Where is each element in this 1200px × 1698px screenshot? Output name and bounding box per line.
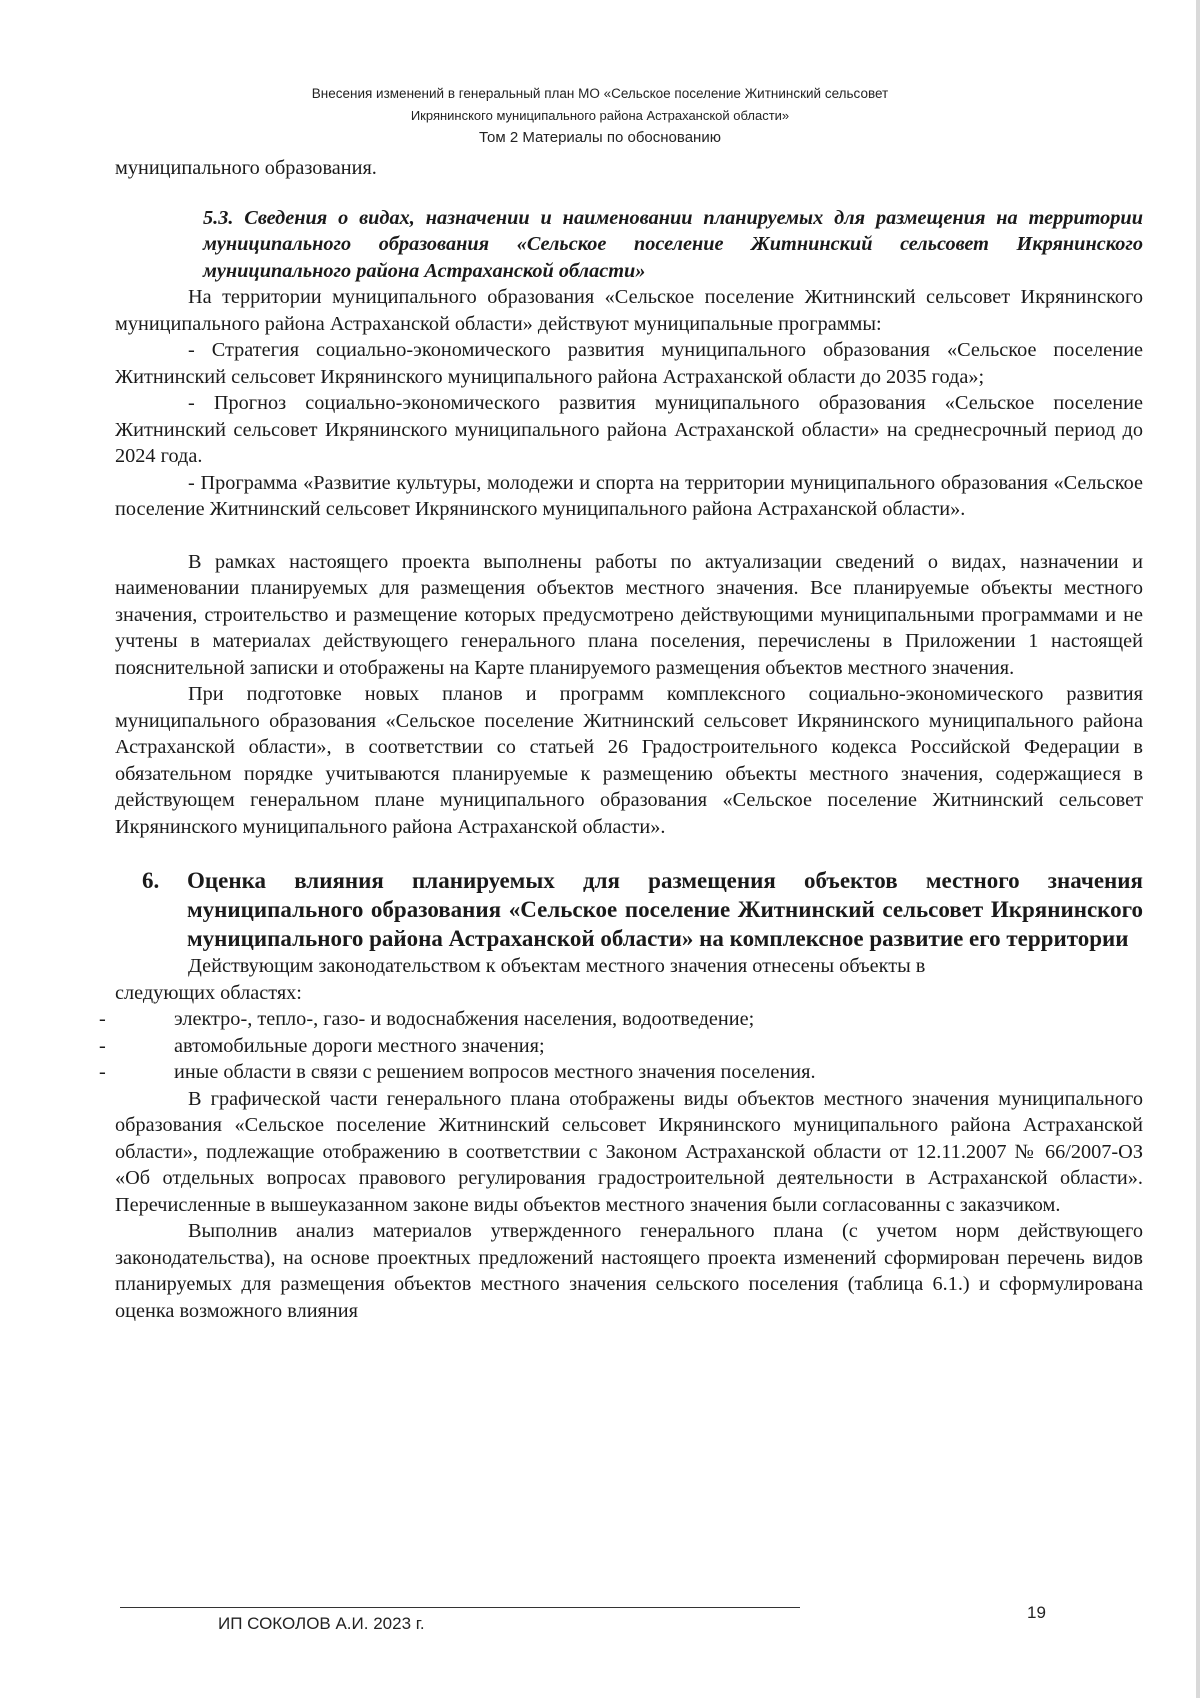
list-item — [99, 1059, 1143, 1086]
program-item-strategy: - Стратегия социально-экономического развития муниципального образования «Сельское поселение Житнинский сельсовет Икрянинского муниципального района Астраханской области до 2035 года»; — [115, 339, 1143, 388]
paragraph-graphic-part: В графической части генерального плана отображены виды объектов местного значения муниципального образования «Сельское поселение Житнинский сельсовет Икрянинского муниципального района Астраханской области», подлежащие отображению в соответствии с Законом Астраханской области от 12.11.2007 № 66/2007-ОЗ «Об отдельных вопросах правового регулирования градостроительной деятельности в Астраханской области». Перечисленные в вышеуказанном законе виды объектов местного значения были согласованны с заказчиком. — [115, 1087, 1143, 1216]
paragraph-new-plans: При подготовке новых планов и программ комплексного социально-экономического развития муниципального образования «Сельское поселение Житнинский сельсовет Икрянинского муниципального района Астраханской области», в соответствии со статьей 26 Градостроительного кодекса Российской Федерации в обязательном порядке учитываются планируемые к размещению объекты местного значения, содержащиеся в действующем генеральном плане муниципального образования «Сельское поселение Житнинский сельсовет Икрянинского муниципального района Астраханской области». — [115, 683, 1143, 838]
document-body — [99, 155, 1143, 1324]
running-header-line-1: Внесения изменений в генеральный план МО «Сельское поселение Житнинский сельсовет — [311, 86, 889, 101]
list-bullet: - — [99, 1034, 106, 1057]
program-item-forecast: - Прогноз социально-экономического развития муниципального образования «Сельское поселение Житнинский сельсовет Икрянинского муниципального района Астраханской области» на среднесрочный период до 2024 года. — [115, 392, 1143, 467]
blank-line — [115, 523, 1143, 549]
program-item-culture: - Программа «Развитие культуры, молодежи и спорта на территории муниципального образования «Сельское поселение Житнинский сельсовет Икрянинского муниципального района Астраханской области». — [115, 471, 1143, 520]
footer-author: ИП СОКОЛОВ А.И. 2023 г. — [218, 1614, 425, 1633]
paragraph-analysis: Выполнив анализ материалов утвержденного генерального плана (с учетом норм действующего законодательства), на основе проектных предложений настоящего проекта изменений сформирован перечень видов планируемых для размещения объектов местного значения сельского поселения (таблица 6.1.) и сформулирована оценка возможного влияния — [115, 1220, 1143, 1322]
running-header-volume: Том 2 Материалы по обоснованию — [479, 129, 721, 146]
list-item — [99, 1033, 1143, 1060]
page-number: 19 — [1027, 1603, 1046, 1622]
paragraph-legislation: Действующим законодательством к объектам местного значения отнесены объекты в — [188, 955, 926, 977]
list-item-text: электро-, тепло-, газо- и водоснабжения населения, водоотведение; — [174, 1008, 755, 1030]
section-5-3-heading: 5.3. Сведения о видах, назначении и наименовании планируемых для размещения на территории муниципального образования «Сельское поселение Житнинский сельсовет Икрянинского муниципального района Астраханской области» — [203, 206, 1143, 282]
footer-rule — [120, 1607, 800, 1608]
section-6-title: Оценка влияния планируемых для размещения объектов местного значения муниципального образования «Сельское поселение Житнинский сельсовет Икрянинского муниципального района Астраханской области» на комплексное развитие его территории — [187, 868, 1143, 951]
running-header-line-2: Икрянинского муниципального района Астраханской области» — [410, 108, 790, 123]
section-6-heading — [115, 866, 1143, 953]
list-bullet: - — [99, 1061, 106, 1083]
page-edge — [1196, 0, 1200, 1698]
list-bullet: - — [99, 1008, 106, 1030]
list-item — [99, 1006, 1143, 1033]
section-6-number: 6. — [142, 868, 160, 893]
paragraph-continuation: муниципального образования. — [115, 157, 377, 179]
paragraph-legislation-cont: следующих областях: — [115, 981, 302, 1004]
paragraph-actualization: В рамках настоящего проекта выполнены работы по актуализации сведений о видах, назначении и наименовании планируемых для размещения объектов местного значения. Все планируемые объекты местного значения, строительство и размещение которых предусмотрено действующими муниципальными программами и не учтены в материалах действующего генерального плана поселения, перечислены в Приложении 1 настоящей пояснительной записки и отображены на Карте планируемого размещения объектов местного значения. — [115, 550, 1143, 679]
paragraph-programs-intro: На территории муниципального образования «Сельское поселение Житнинский сельсовет Икрянинского муниципального района Астраханской области» действуют муниципальные программы: — [115, 286, 1143, 335]
list-item-text: автомобильные дороги местного значения; — [174, 1034, 545, 1057]
list-item-text: иные области в связи с решением вопросов местного значения поселения. — [174, 1061, 816, 1083]
